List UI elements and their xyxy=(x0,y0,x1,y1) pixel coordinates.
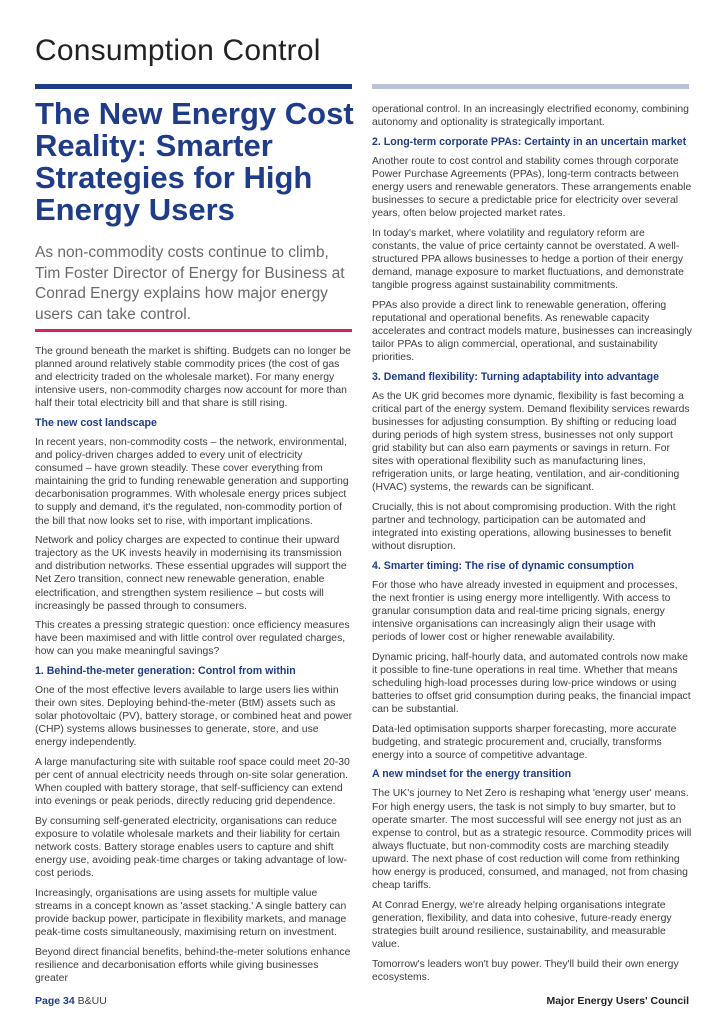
paragraph: This creates a pressing strategic question: once efficiency measures have been maximised and with little control over regulated charges, how can you make meaningful savings? xyxy=(35,620,350,658)
paragraph: In recent years, non-commodity costs – the network, environmental, and policy-driven charges added to every unit of electricity consumed – have grown steadily. These cover everything from maintaining the grid to funding renewable generation and supporting decarbonisation programmes. With wholesale energy prices subject to supply and demand, it's the regulated, non-commodity portion of the bill that now looks set to rise, with important implications. xyxy=(35,436,349,527)
page-number: Page 34 xyxy=(35,995,75,1007)
paragraph: At Conrad Energy, we're already helping organisations integrate generation, flexibility, and data into cohesive, future-ready energy strategies built around resilience, sustainability, and measurable value. xyxy=(372,899,672,950)
paragraph: Increasingly, organisations are using assets for multiple value streams in a concept known as 'asset stacking.' A single battery can provide backup power, participate in flexibility markets, and manage peak-time costs simultaneously, maximising return on investment. xyxy=(35,887,347,939)
paragraph: By consuming self-generated electricity, organisations can reduce exposure to volatile wholesale markets and their liability for certain network costs. Battery storage enables users to capture and shift energy use, avoiding peak-time charges or taking advantage of low-cost periods. xyxy=(35,815,347,880)
paragraph: In today's market, where volatility and regulatory reform are constants, the value of price certainty cannot be overstated. A well-structured PPA allows businesses to hedge a portion of their energy demand, manage exposure to market fluctuations, and demonstrate tangible progress against sustainability commitments. xyxy=(372,227,684,292)
standfirst-rule xyxy=(35,329,352,332)
publication-name: B&UU xyxy=(77,995,107,1007)
subheading: 4. Smarter timing: The rise of dynamic consumption xyxy=(372,559,634,572)
subheading: A new mindset for the energy transition xyxy=(372,768,572,781)
headline: The New Energy Cost Reality: Smarter Strategies for High Energy Users xyxy=(35,96,354,227)
paragraph: Beyond direct financial benefits, behind-the-meter solutions enhance resilience and decarbonisation efforts while giving businesses greater xyxy=(35,946,351,984)
subheading: 3. Demand flexibility: Turning adaptability into advantage xyxy=(372,370,660,383)
subheading: The new cost landscape xyxy=(35,416,157,429)
footer-organisation: Major Energy Users' Council xyxy=(546,995,689,1007)
paragraph: operational control. In an increasingly electrified economy, combining autonomy and optionality is strategically important. xyxy=(372,104,689,129)
paragraph: The ground beneath the market is shifting. Budgets can no longer be planned around relatively stable commodity prices (the cost of gas and electricity traded on the wholesale market). For many energy intensive users, non-commodity charges now account for more than half their total electricity bill and that share is still rising. xyxy=(35,346,351,410)
paragraph: Dynamic pricing, half-hourly data, and automated controls now make it possible to fine-tune operations in real time. Whether that means scheduling high-load processes during low-price windows or using batteries to offset grid consumption during peaks, the financial impact can be substantial. xyxy=(372,651,691,716)
section-title: Consumption Control xyxy=(35,34,321,67)
paragraph: For those who have already invested in equipment and processes, the next frontier is using energy more intelligently. With access to granular consumption data and real-time pricing signals, energy intensive organisations can increasingly align their usage with periods of lower cost or higher renewable availability. xyxy=(372,579,678,644)
paragraph: Network and policy charges are expected to continue their upward trajectory as the UK invests heavily in modernising its transmission and distribution networks. These essential upgrades will support the Net Zero transition, connect new renewable generation, enable electrification, and strengthen system resilience – but costs will increasingly be passed through to consumers. xyxy=(35,535,347,612)
paragraph: Tomorrow's leaders won't buy power. They'll build their own energy ecosystems. xyxy=(372,958,679,983)
subheading: 1. Behind-the-meter generation: Control from within xyxy=(35,664,296,677)
paragraph: Another route to cost control and stability comes through corporate Power Purchase Agreements (PPAs), long-term contracts between energy users and renewable generators. These arrangements enable businesses to secure a predictable price for electricity over several years, often below projected market rates. xyxy=(372,155,692,220)
paragraph: A large manufacturing site with suitable roof space could meet 20-30 per cent of annual electricity needs through on-site solar generation. When coupled with battery storage, that self-sufficiency can extend into evenings or peak periods, directly reducing grid dependence. xyxy=(35,756,350,808)
paragraph: One of the most effective levers available to large users lies within their own sites. Deploying behind-the-meter (BtM) assets such as solar photovoltaic (PV), battery storage, or combined heat and power (CHP) systems allows businesses to generate, store, and use energy independently. xyxy=(35,684,353,749)
column-rule xyxy=(372,84,689,89)
paragraph: As the UK grid becomes more dynamic, flexibility is fast becoming a critical part of the energy system. Demand flexibility services rewards businesses for adjusting consumption. By shifting or reducing load during periods of high system stress, businesses not only support grid stability but can also earn payments or savings in return. For sites with operational flexibility such as manufacturing lines, refrigeration units, or large heating, ventilation, and air-conditioning (HVAC) systems, the rewards can be significant. xyxy=(372,390,690,494)
left-column xyxy=(35,345,353,991)
right-column xyxy=(372,103,692,990)
paragraph: PPAs also provide a direct link to renewable generation, offering reputational and operational benefits. As renewable capacity accelerates and contract models mature, businesses can increasingly tailor PPAs to align commercial, operational, and sustainability priorities. xyxy=(372,299,692,363)
standfirst: As non-commodity costs continue to climb, Tim Foster Director of Energy for Business at Conrad Energy explains how major energy users can take control. xyxy=(35,244,345,323)
footer-page xyxy=(35,995,107,1007)
subheading: 2. Long-term corporate PPAs: Certainty in an uncertain market xyxy=(372,135,687,148)
section-rule xyxy=(35,84,352,89)
paragraph: The UK's journey to Net Zero is reshaping what 'energy user' means. For high energy users, the task is not simply to buy smarter, but to operate smarter. The most successful will see energy not just as an expense to control, but as a strategic resource. Commodity prices will always fluctuate, but non-commodity costs are marching steadily upward. The next phase of cost reduction will come from rethinking how energy is produced, consumed, and managed, not from chasing cheap tariffs. xyxy=(372,788,692,892)
paragraph: Data-led optimisation supports sharper forecasting, more accurate budgeting, and strategic procurement and, crucially, transforms energy into a source of competitive advantage. xyxy=(372,723,677,761)
paragraph: Crucially, this is not about compromising production. With the right partner and technology, participation can be automated and integrated into existing operations, allowing businesses to benefit without disruption. xyxy=(372,501,676,553)
